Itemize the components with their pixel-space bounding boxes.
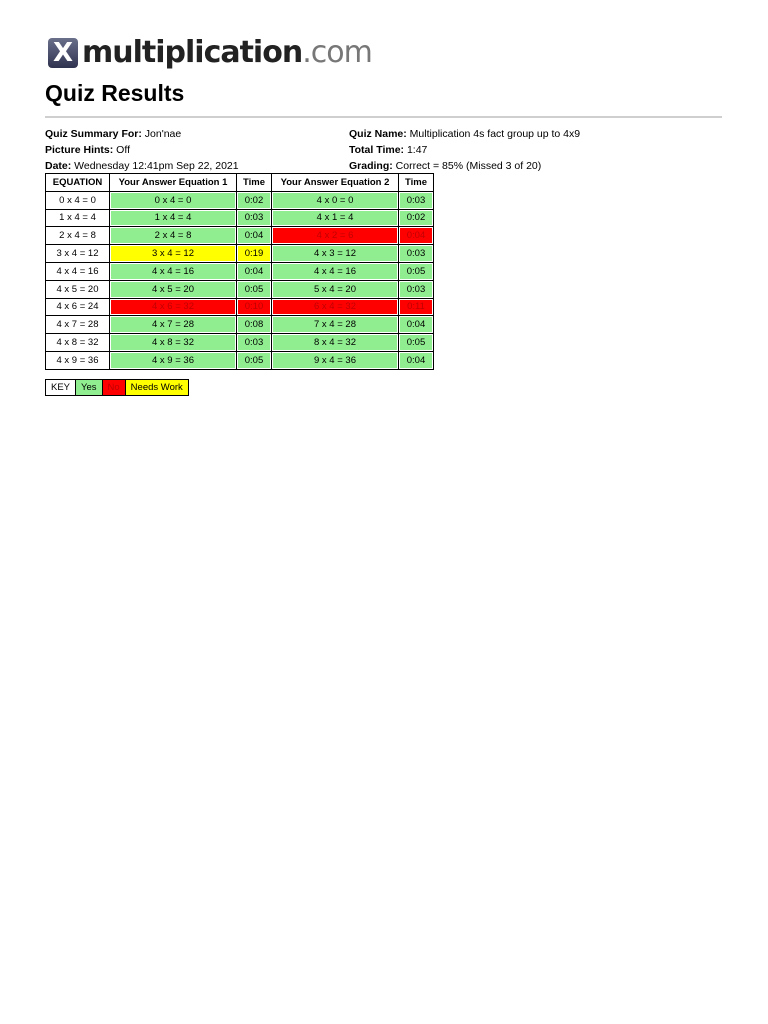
time-1-cell: 0:03 [237, 210, 271, 227]
results-header-row [46, 174, 433, 191]
logo-text [82, 36, 372, 70]
equation-cell: 4 x 6 = 24 [46, 299, 109, 316]
answer-1-cell: 4 x 6 = 32 [110, 299, 236, 316]
time-2-cell: 0:05 [399, 334, 433, 351]
time-2-cell: 0:11 [399, 299, 433, 316]
summary-picture-hints: Picture Hints: Off [45, 144, 130, 156]
equation-cell: 4 x 7 = 28 [46, 316, 109, 333]
quiz-summary [45, 126, 725, 174]
key-no: No [103, 380, 125, 395]
answer-2-cell: 8 x 4 = 32 [272, 334, 398, 351]
answer-2-cell: 5 x 4 = 20 [272, 281, 398, 298]
equation-cell: 2 x 4 = 8 [46, 227, 109, 244]
results-table [45, 173, 434, 370]
answer-2-cell: 4 x 4 = 16 [272, 263, 398, 280]
summary-quiz-name: Quiz Name: Multiplication 4s fact group up to 4x9 [349, 128, 581, 140]
answer-1-cell: 4 x 4 = 16 [110, 263, 236, 280]
answer-1-cell: 3 x 4 = 12 [110, 245, 236, 262]
time-2-cell: 0:02 [399, 210, 433, 227]
answer-1-cell: 4 x 7 = 28 [110, 316, 236, 333]
header-divider [45, 116, 722, 118]
table-row [46, 245, 433, 262]
time-2-cell: 0:03 [399, 245, 433, 262]
answer-2-cell: 4 x 2 = 6 [272, 227, 398, 244]
time-2-cell: 0:03 [399, 192, 433, 209]
time-1-cell: 0:03 [237, 334, 271, 351]
time-1-cell: 0:05 [237, 281, 271, 298]
answer-1-cell: 0 x 4 = 0 [110, 192, 236, 209]
header-answer-1: Your Answer Equation 1 [110, 174, 236, 191]
site-logo[interactable] [48, 36, 372, 70]
table-row [46, 210, 433, 227]
answer-2-cell: 4 x 1 = 4 [272, 210, 398, 227]
time-2-cell: 0:04 [399, 352, 433, 369]
key-needs-work: Needs Work [126, 380, 188, 395]
summary-date: Date: Wednesday 12:41pm Sep 22, 2021 [45, 160, 239, 172]
equation-cell: 3 x 4 = 12 [46, 245, 109, 262]
equation-cell: 0 x 4 = 0 [46, 192, 109, 209]
answer-1-cell: 4 x 8 = 32 [110, 334, 236, 351]
key-yes: Yes [76, 380, 102, 395]
header-equation: EQUATION [46, 174, 109, 191]
header-time-2: Time [399, 174, 433, 191]
color-key [45, 379, 189, 396]
logo-word: multiplication [82, 35, 303, 70]
summary-for: Quiz Summary For: Jon'nae [45, 128, 182, 140]
answer-2-cell: 6 x 4 = 32 [272, 299, 398, 316]
key-label: KEY [46, 380, 75, 395]
answer-1-cell: 1 x 4 = 4 [110, 210, 236, 227]
time-1-cell: 0:19 [237, 245, 271, 262]
table-row [46, 192, 433, 209]
equation-cell: 4 x 4 = 16 [46, 263, 109, 280]
answer-1-cell: 4 x 5 = 20 [110, 281, 236, 298]
table-row [46, 352, 433, 369]
time-2-cell: 0:04 [399, 227, 433, 244]
time-1-cell: 0:08 [237, 316, 271, 333]
equation-cell: 1 x 4 = 4 [46, 210, 109, 227]
table-row [46, 316, 433, 333]
summary-total-time: Total Time: 1:47 [349, 144, 428, 156]
table-row [46, 281, 433, 298]
answer-2-cell: 4 x 0 = 0 [272, 192, 398, 209]
header-answer-2: Your Answer Equation 2 [272, 174, 398, 191]
time-2-cell: 0:05 [399, 263, 433, 280]
time-2-cell: 0:04 [399, 316, 433, 333]
table-row [46, 299, 433, 316]
table-row [46, 227, 433, 244]
time-1-cell: 0:04 [237, 227, 271, 244]
answer-2-cell: 4 x 3 = 12 [272, 245, 398, 262]
page-title: Quiz Results [45, 80, 185, 106]
equation-cell: 4 x 5 = 20 [46, 281, 109, 298]
summary-grading: Grading: Correct = 85% (Missed 3 of 20) [349, 160, 542, 172]
time-1-cell: 0:02 [237, 192, 271, 209]
answer-2-cell: 7 x 4 = 28 [272, 316, 398, 333]
equation-cell: 4 x 9 = 36 [46, 352, 109, 369]
answer-2-cell: 9 x 4 = 36 [272, 352, 398, 369]
logo-x-icon: X [48, 38, 78, 68]
logo-tld: .com [302, 35, 372, 70]
header-time-1: Time [237, 174, 271, 191]
time-1-cell: 0:05 [237, 352, 271, 369]
time-2-cell: 0:03 [399, 281, 433, 298]
table-row [46, 334, 433, 351]
table-row [46, 263, 433, 280]
time-1-cell: 0:04 [237, 263, 271, 280]
equation-cell: 4 x 8 = 32 [46, 334, 109, 351]
time-1-cell: 0:10 [237, 299, 271, 316]
answer-1-cell: 4 x 9 = 36 [110, 352, 236, 369]
answer-1-cell: 2 x 4 = 8 [110, 227, 236, 244]
